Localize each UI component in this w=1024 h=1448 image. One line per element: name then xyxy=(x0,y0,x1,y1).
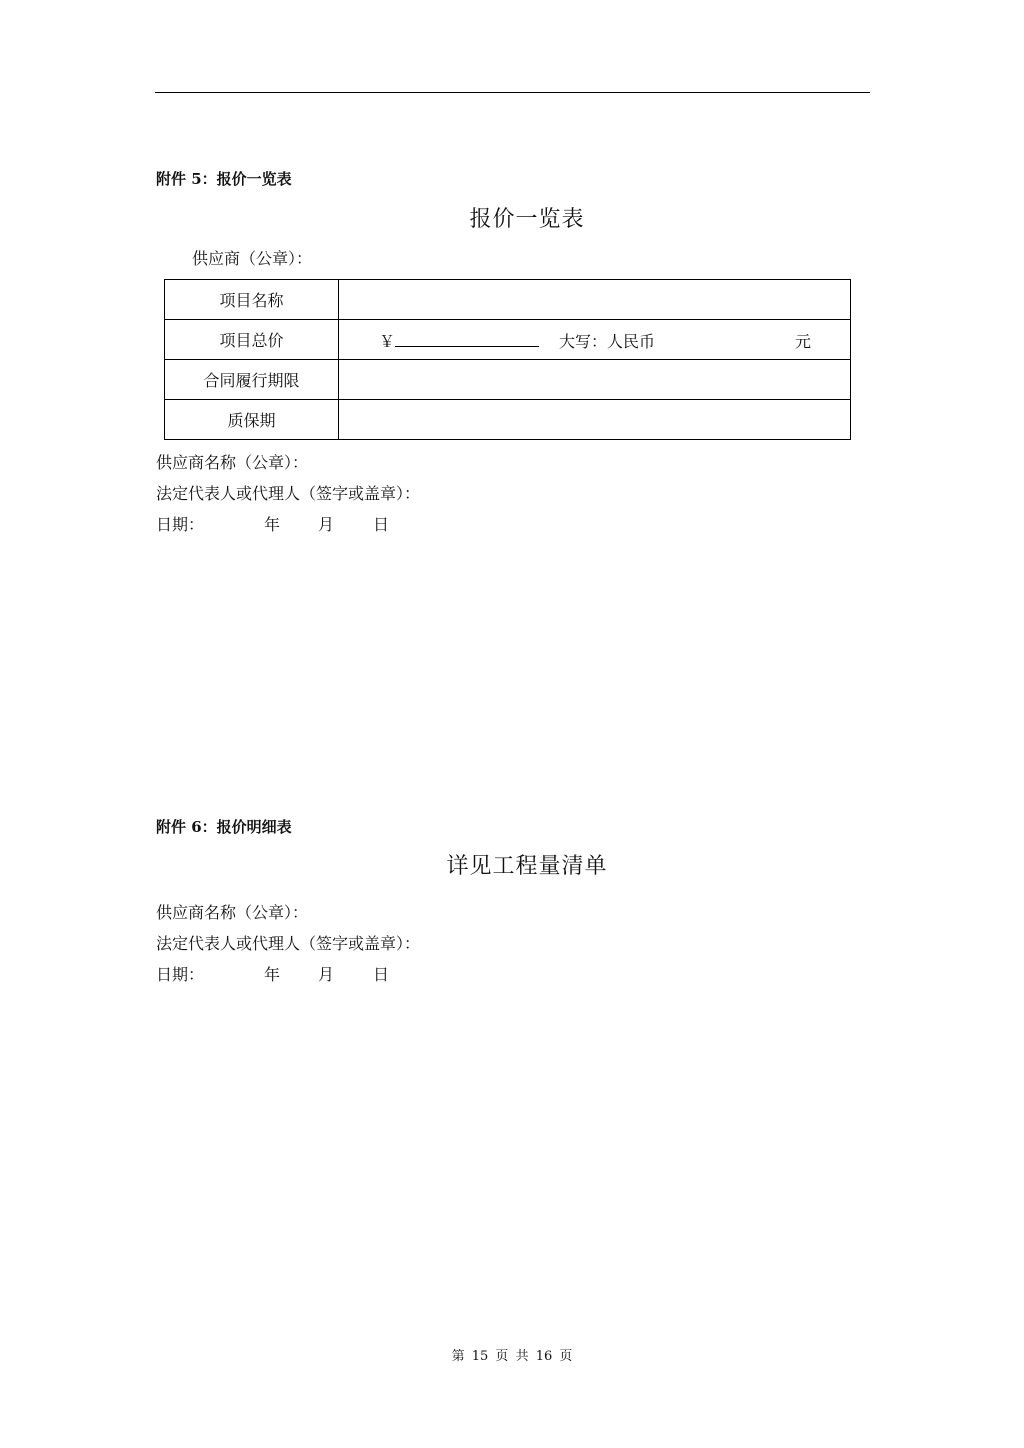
attachment6-label: 附件 6：报价明细表 xyxy=(156,818,292,836)
attachment5-title: 报价一览表 xyxy=(469,207,585,232)
month-label: 月 xyxy=(318,965,335,984)
yuan-label: 元 xyxy=(795,332,812,351)
yen-amount-blank[interactable] xyxy=(395,331,539,347)
supplier-name-label: 供应商名称（公章）： xyxy=(156,903,309,922)
table-row xyxy=(165,280,851,320)
date-line xyxy=(156,962,390,985)
year-label: 年 xyxy=(264,515,281,534)
warranty-period-value[interactable] xyxy=(339,400,851,440)
legal-rep-label: 法定代表人或代理人（签字或盖章）： xyxy=(156,934,421,953)
table-row xyxy=(165,320,851,360)
day-label: 日 xyxy=(373,515,390,534)
row-label-contract-period: 合同履行期限 xyxy=(165,360,339,400)
date-label: 日期： xyxy=(156,965,205,984)
page-footer: 第 15 页 共 16 页 xyxy=(451,1349,573,1364)
date-line xyxy=(156,512,390,535)
supplier-stamp-label: 供应商（公章）： xyxy=(192,249,313,268)
row-label-warranty-period: 质保期 xyxy=(165,400,339,440)
month-label: 月 xyxy=(318,515,335,534)
contract-period-value[interactable] xyxy=(339,360,851,400)
supplier-name-label: 供应商名称（公章）： xyxy=(156,453,309,472)
attachment6-title: 详见工程量清单 xyxy=(446,854,608,879)
table-row xyxy=(165,360,851,400)
table-row xyxy=(165,400,851,440)
legal-rep-label: 法定代表人或代理人（签字或盖章）： xyxy=(156,484,421,503)
row-label-project-name: 项目名称 xyxy=(165,280,339,320)
row-label-total-price: 项目总价 xyxy=(165,320,339,360)
quote-summary-table xyxy=(164,279,851,440)
date-label: 日期： xyxy=(156,515,205,534)
day-label: 日 xyxy=(373,965,390,984)
header-rule xyxy=(155,92,870,93)
daxie-label: 大写：人民币 xyxy=(559,332,656,351)
attachment5-label: 附件 5：报价一览表 xyxy=(156,170,292,188)
total-price-value[interactable] xyxy=(339,320,851,360)
yen-amount-field[interactable] xyxy=(379,329,539,352)
year-label: 年 xyxy=(264,965,281,984)
project-name-value[interactable] xyxy=(339,280,851,320)
yen-symbol: ￥ xyxy=(379,332,396,351)
